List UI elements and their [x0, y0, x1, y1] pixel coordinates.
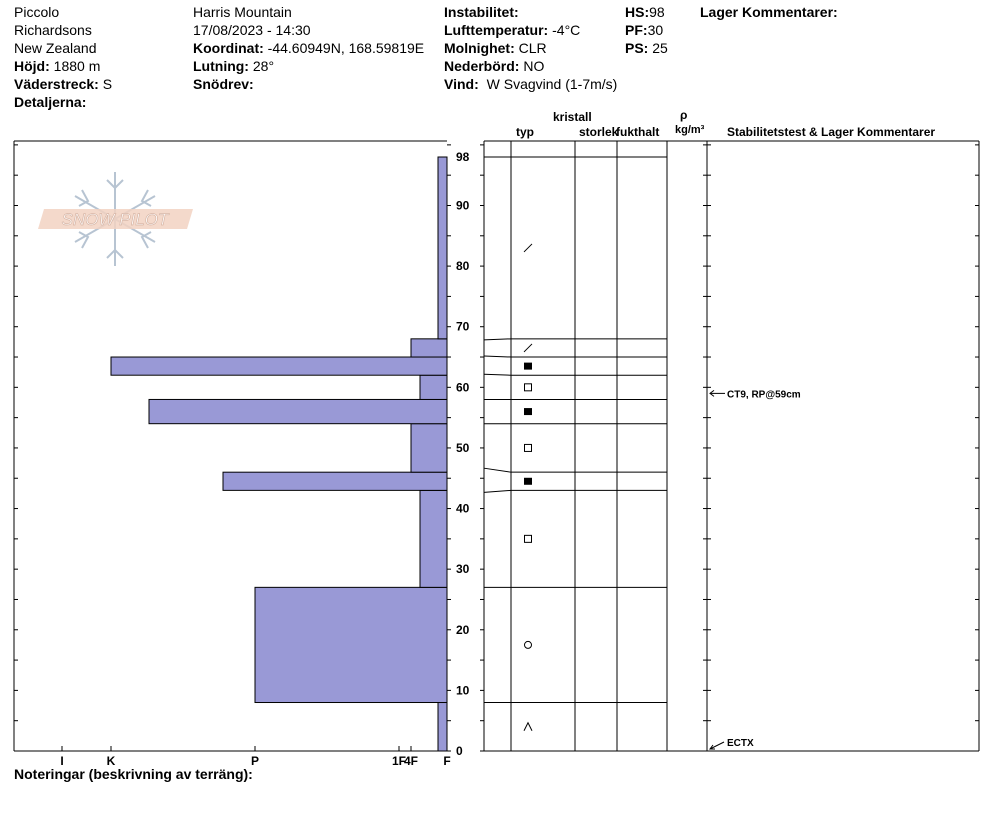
hs-value: 98 — [649, 4, 665, 20]
drift-label: Snödrev: — [193, 76, 254, 92]
col-stability: Stabilitetstest & Lager Kommentarer — [727, 125, 936, 139]
col-storlek: storlek — [579, 125, 619, 139]
profile-layer — [14, 141, 979, 768]
pf-value: 30 — [647, 22, 664, 38]
height-tick-label: 50 — [456, 440, 470, 455]
hardness-bar — [149, 399, 447, 423]
precip-value: NO — [523, 58, 545, 74]
hardness-bar — [438, 703, 447, 751]
hardness-bar — [438, 157, 447, 339]
grain-faceted-icon — [525, 535, 532, 542]
height-tick-label: 80 — [456, 259, 470, 274]
layer-connector — [484, 356, 511, 357]
hardness-bar — [420, 375, 447, 399]
hardness-bar — [411, 339, 447, 357]
grain-precipitation-icon — [524, 723, 532, 731]
hardness-tick-label: I — [60, 754, 64, 768]
wind-value: W Svagvind (1-7m/s) — [486, 76, 618, 92]
stability-test-label: ECTX — [727, 738, 754, 749]
observation-datetime: 17/08/2023 - 14:30 — [193, 22, 311, 38]
hardness-bar — [111, 357, 447, 375]
sky-label: Molnighet: — [444, 40, 515, 56]
hardness-bar — [255, 587, 447, 702]
col-rho: ρ — [680, 108, 688, 122]
stability-test-label: CT9, RP@59cm — [727, 389, 801, 401]
layer-connector — [484, 339, 511, 340]
height-tick-label: 30 — [456, 562, 470, 577]
details-label: Detaljerna: — [14, 94, 87, 110]
country-name: New Zealand — [14, 40, 97, 56]
hardness-bar — [411, 424, 447, 472]
pf-label: PF: — [625, 22, 648, 38]
coordinate-value: -44.60949N, 168.59819E — [267, 40, 425, 56]
range-name: Richardsons — [14, 22, 92, 38]
logo-text: SNOW PILOT — [61, 210, 169, 229]
aspect-label: Väderstreck: — [14, 76, 99, 92]
notes-label: Noteringar (beskrivning av terräng): — [14, 766, 253, 782]
col-fukthalt: fukthalt — [616, 125, 660, 139]
height-tick-label: 98 — [456, 150, 470, 164]
grain-faceted-icon — [525, 444, 532, 451]
hardness-tick-label: 4F — [403, 754, 419, 768]
coordinate-label: Koordinat: — [193, 40, 264, 56]
location-name: Piccolo — [14, 4, 60, 20]
col-kristall: kristall — [553, 110, 592, 124]
hardness-bar — [223, 472, 447, 490]
layer-connector — [484, 490, 511, 492]
hardness-bar — [420, 490, 447, 587]
col-typ: typ — [516, 125, 534, 139]
ps-label: PS: — [625, 40, 649, 56]
height-tick-label: 90 — [456, 198, 470, 213]
elevation-value: 1880 m — [53, 58, 101, 74]
ps-value: 25 — [652, 40, 668, 56]
sky-value: CLR — [518, 40, 547, 56]
height-tick-label: 0 — [456, 744, 463, 758]
airtemp-value: -4°C — [552, 22, 581, 38]
height-tick-label: 70 — [456, 319, 470, 334]
aspect-value: S — [102, 76, 113, 92]
snowpilot-logo — [38, 172, 193, 266]
grain-rounded-icon — [525, 641, 532, 648]
grain-depth-hoar-icon — [525, 409, 532, 415]
wind-label: Vind: — [444, 76, 479, 92]
grain-depth-hoar-icon — [525, 363, 532, 369]
hardness-tick-label: K — [106, 754, 116, 768]
grain-decomposing-icon — [524, 344, 532, 352]
elevation-label: Höjd: — [14, 58, 50, 74]
grain-depth-hoar-icon — [525, 478, 532, 484]
col-density-unit: kg/m³ — [675, 124, 705, 136]
hardness-tick-label: 1F — [391, 754, 407, 768]
hardness-tick-label: P — [250, 754, 260, 768]
height-tick-label: 20 — [456, 622, 470, 637]
layer-comments-label: Lager Kommentarer: — [700, 4, 838, 20]
height-tick-label: 60 — [456, 380, 470, 395]
precip-label: Nederbörd: — [444, 58, 520, 74]
grain-decomposing-icon — [524, 244, 532, 252]
layer-connector — [484, 468, 511, 472]
height-tick-label: 10 — [456, 683, 470, 698]
grain-faceted-icon — [525, 384, 532, 391]
hardness-tick-label: F — [443, 754, 451, 768]
layer-connector — [484, 374, 511, 375]
slope-value: 28° — [252, 58, 275, 74]
height-tick-label: 40 — [456, 501, 470, 516]
mountain-name: Harris Mountain — [193, 4, 292, 20]
hs-label: HS: — [625, 4, 650, 20]
instability-label: Instabilitet: — [444, 4, 519, 20]
slope-label: Lutning: — [193, 58, 249, 74]
airtemp-label: Lufttemperatur: — [444, 22, 549, 38]
